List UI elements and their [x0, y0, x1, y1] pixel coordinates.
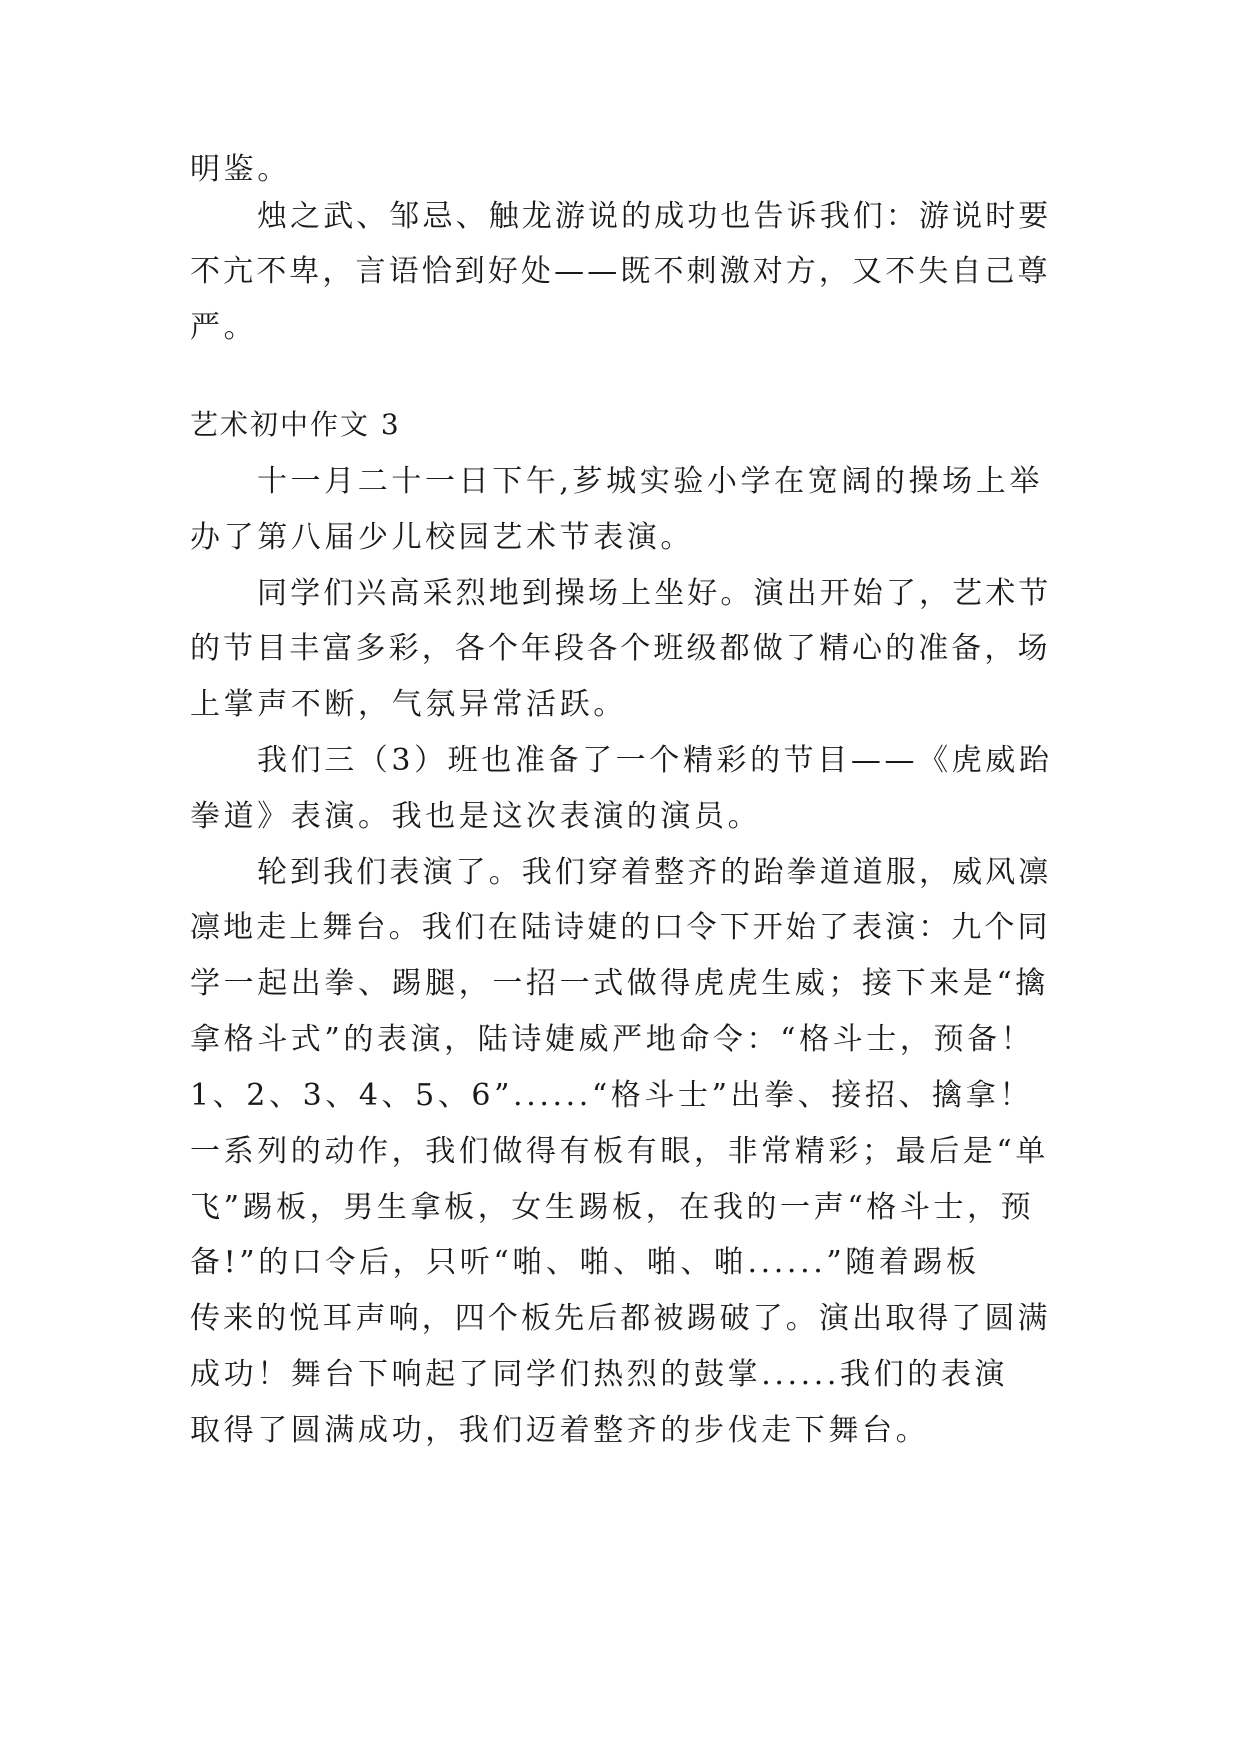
text-line: 十一月二十一日下午,芗城实验小学在宽阔的操场上举: [257, 464, 1043, 499]
text-line: 办了第八届少儿校园艺术节表演。: [190, 520, 694, 555]
text-line: 传来的悦耳声响，四个板先后都被踢破了。演出取得了圆满: [190, 1301, 1051, 1336]
text-line: 学一起出拳、踢腿，一招一式做得虎虎生威；接下来是“擒: [190, 966, 1049, 1001]
text-line: 成功！舞台下响起了同学们热烈的鼓掌......我们的表演: [190, 1357, 1009, 1392]
text-line: 轮到我们表演了。我们穿着整齐的跆拳道道服，威风凛: [257, 855, 1052, 890]
text-line: 严。: [190, 310, 258, 345]
text-line: 烛之武、邹忌、触龙游说的成功也告诉我们：游说时要: [257, 199, 1052, 234]
text-line: 同学们兴高采烈地到操场上坐好。演出开始了，艺术节: [257, 576, 1052, 611]
text-line: 上掌声不断，气氛异常活跃。: [190, 687, 627, 722]
text-line: 1、2、3、4、5、6”......“格斗士”出拳、接招、擒拿！: [190, 1078, 1033, 1113]
text-line: 拿格斗式”的表演，陆诗婕威严地命令：“格斗士，预备！: [190, 1022, 1035, 1057]
text-line: 飞”踢板，男生拿板，女生踢板，在我的一声“格斗士，预: [190, 1190, 1035, 1225]
text-line: 不亢不卑，言语恰到好处——既不刺激对方，又不失自己尊: [190, 254, 1051, 289]
text-line: 凛地走上舞台。我们在陆诗婕的口令下开始了表演：九个同: [190, 910, 1051, 945]
section-heading: 艺术初中作文 3: [190, 408, 401, 441]
text-line: 我们三（3）班也准备了一个精彩的节目——《虎威跆: [257, 743, 1053, 778]
text-line: 备!”的口令后，只听“啪、啪、啪、啪......”随着踢板: [190, 1245, 980, 1280]
text-line: 明鉴。: [190, 152, 291, 187]
text-line: 的节目丰富多彩，各个年段各个班级都做了精心的准备，场: [190, 631, 1051, 666]
text-line: 一系列的动作，我们做得有板有眼，非常精彩；最后是“单: [190, 1134, 1049, 1169]
text-line: 取得了圆满成功，我们迈着整齐的步伐走下舞台。: [190, 1413, 930, 1448]
text-line: 拳道》表演。我也是这次表演的演员。: [190, 799, 762, 834]
